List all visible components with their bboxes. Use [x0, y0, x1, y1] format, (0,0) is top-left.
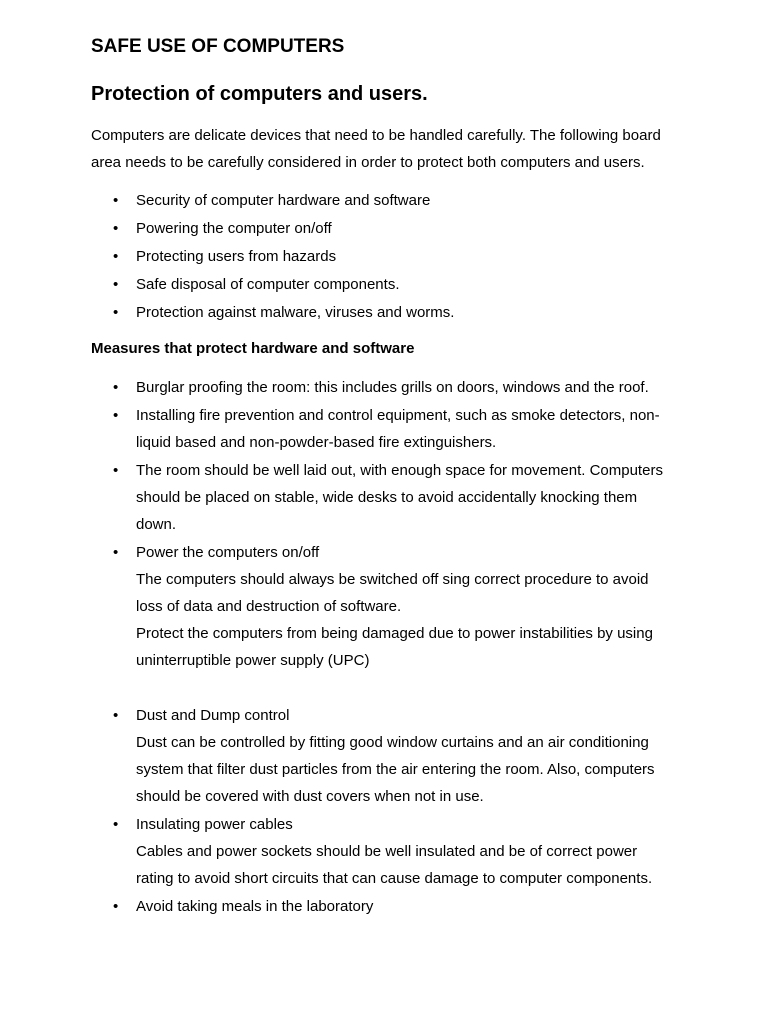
- list-item-power: [0, 539, 676, 674]
- bullet-icon: •: [113, 898, 119, 915]
- bullet-icon: •: [113, 276, 119, 293]
- bullet-icon: •: [113, 407, 119, 424]
- list-item: [0, 299, 676, 327]
- bullet-icon: •: [113, 544, 119, 561]
- page-title: SAFE USE OF COMPUTERS: [91, 36, 345, 57]
- list-item: [0, 243, 676, 271]
- list-item-text: Protection against malware, viruses and worms.: [136, 304, 455, 321]
- list-item-room-layout: [0, 457, 676, 538]
- list-item-burglar-proofing: [0, 374, 676, 401]
- measures-list: [0, 374, 676, 921]
- list-item-text: Powering the computer on/off: [136, 220, 332, 237]
- list-item-dust-control: [0, 702, 676, 810]
- bullet-icon: •: [113, 816, 119, 833]
- list-item: [0, 215, 676, 243]
- list-item-detail: Protect the computers from being damaged due to power instabilities by using uninterruptible power supply (UPC): [136, 625, 653, 669]
- list-item-insulating-cables: [0, 811, 676, 892]
- list-item-no-meals: [0, 893, 676, 920]
- list-item-title: Dust and Dump control: [136, 707, 290, 724]
- bullet-icon: •: [113, 220, 119, 237]
- list-item-title: Power the computers on/off: [136, 544, 320, 561]
- list-item-title: Insulating power cables: [136, 816, 293, 833]
- bullet-icon: •: [113, 248, 119, 265]
- list-item-text: Protecting users from hazards: [136, 248, 337, 265]
- section-subtitle: Protection of computers and users.: [91, 83, 428, 105]
- bullet-icon: •: [113, 379, 119, 396]
- list-item-detail: The computers should always be switched off sing correct procedure to avoid loss of data and destruction of software.: [136, 571, 649, 615]
- list-item-text: The room should be well laid out, with enough space for movement. Computers should be placed on stable, wide desks to avoid accidentally knocking them down.: [136, 462, 663, 533]
- list-item-detail: Cables and power sockets should be well insulated and be of correct power rating to avoid short circuits that can cause damage to computer components.: [136, 843, 653, 887]
- list-item-text: Security of computer hardware and software: [136, 192, 431, 209]
- bullet-icon: •: [113, 707, 119, 724]
- bullet-icon: •: [113, 192, 119, 209]
- list-item-text: Installing fire prevention and control equipment, such as smoke detectors, non-liquid based and non-powder-based fire extinguishers.: [136, 407, 660, 451]
- intro-paragraph: Computers are delicate devices that need to be handled carefully. The following board area needs to be carefully considered in order to protect both computers and users.: [91, 127, 661, 171]
- list-item: [0, 187, 676, 215]
- measures-heading: Measures that protect hardware and software: [91, 340, 415, 357]
- list-item-fire-prevention: [0, 402, 676, 456]
- list-item-text: Burglar proofing the room: this includes grills on doors, windows and the roof.: [136, 379, 649, 396]
- list-item-text: Safe disposal of computer components.: [136, 276, 400, 293]
- protection-areas-list: [0, 187, 676, 327]
- list-item: [0, 271, 676, 299]
- list-item-detail: Dust can be controlled by fitting good window curtains and an air conditioning system that filter dust particles from the air entering the room. Also, computers should be covered with dust covers when not in use.: [136, 734, 655, 805]
- bullet-icon: •: [113, 304, 119, 321]
- bullet-icon: •: [113, 462, 119, 479]
- list-item-text: Avoid taking meals in the laboratory: [136, 898, 374, 915]
